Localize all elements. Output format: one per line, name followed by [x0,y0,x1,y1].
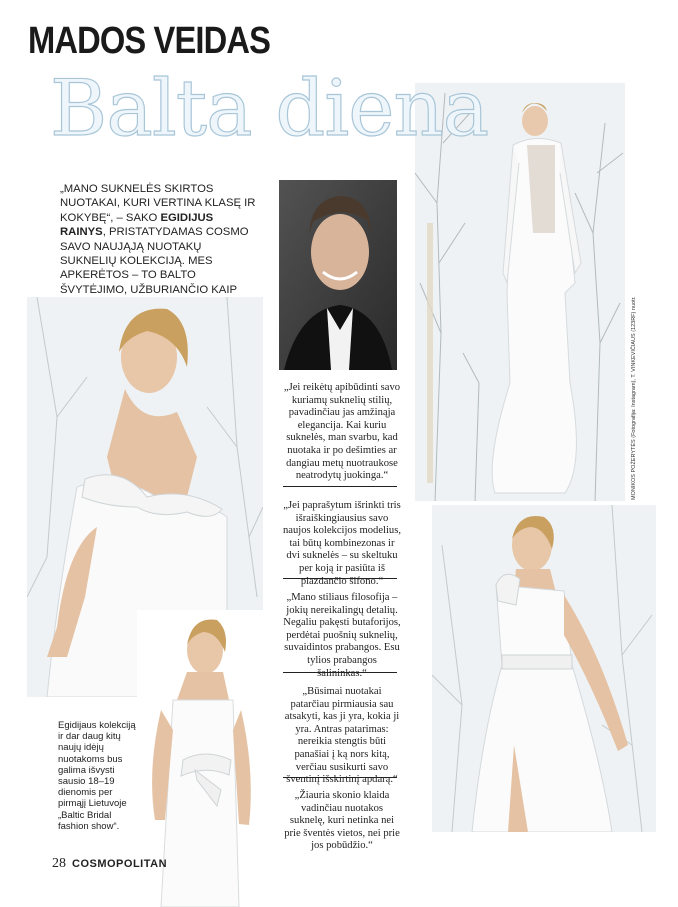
photo-caption: Egidijaus kolekciją ir dar daug kitų naujų idėjų nuotakoms bus galima išvysti sausio 18–19 dienomis per pirmąjį Lietuvoje „Baltic Bridal fashion show“. [58,720,136,832]
quote-3: „Mano stiliaus filosofija – jokių nereikalingų detalių. Negaliu pakęsti butaforijos, perdėtai puošnių suknelių, suvaidintos prabangos. Esu tylios prabangos šalininkas.“ [283,592,401,679]
quote-divider [283,486,397,487]
section-title: MADOS VEIDAS [28,20,271,62]
quote-4: „Būsimai nuotakai patarčiau pirmiausia sau atsakyti, kas ji yra, kokia ji yra. Antras patarimas: nereikia stengtis būti panašiai į ką nors kitą, verčiau susikurti savo šventinį išskirtinį apdarą.“ [284,686,400,786]
quote-divider [283,777,397,778]
magazine-name: COSMOPOLITAN [72,858,168,870]
quote-divider [283,672,397,673]
quote-1: „Jei reikėtų apibūdinti savo kuriamų suknelių stilių, pavadinčiau jas amžinąja elegancija. Kai kuriu suknelės, man svarbu, kad nuotaka ir po dešimties ar dangiau metų nuotraukose neatrodytų juokinga.“ [283,382,401,482]
page-number: 28 [52,856,66,871]
designer-name: EGIDIJUS RAINYS [60,211,214,239]
photo-credit: MONIKOS POŽERYTĖS (Fotografija: Instagram), T. VINKEVIČIAUS (123RF) nuotr. [631,296,637,500]
photo-designer-portrait [279,180,397,370]
quote-2: „Jei paprašytum išrinkti tris išraiškingiausius savo naujos kolekcijos modelius, tai būtų kombinezonas ir dvi suknelės – su skeltuku per koją ir pasiūta iš plazdančio šifono.“ [283,500,401,587]
intro-lead: „MANO SUKNELĖS SKIRTOS NUOTAKAI, KURI VERTINA KLASĘ IR KOKYBĘ“, – SAKO [60,183,256,224]
quote-divider [283,578,397,579]
quote-5: „Žiauria skonio klaida vadinčiau nuotakos suknelę, kuri netinka nei prie šventės vietos, nei prie jos pobūdžio.“ [284,790,400,852]
intro-rest: , PRISTATYDAMAS COSMO SAVO NAUJĄJĄ NUOTAKŲ SUKNELIŲ KOLEKCIJĄ. MES APKERĖTOS – TO BALTO ŠVYTĖJIMO, UŽBURIANČIO KAIP [60,226,249,296]
headline: Balta diena [50,64,489,154]
photo-bride-one-shoulder [432,505,656,832]
